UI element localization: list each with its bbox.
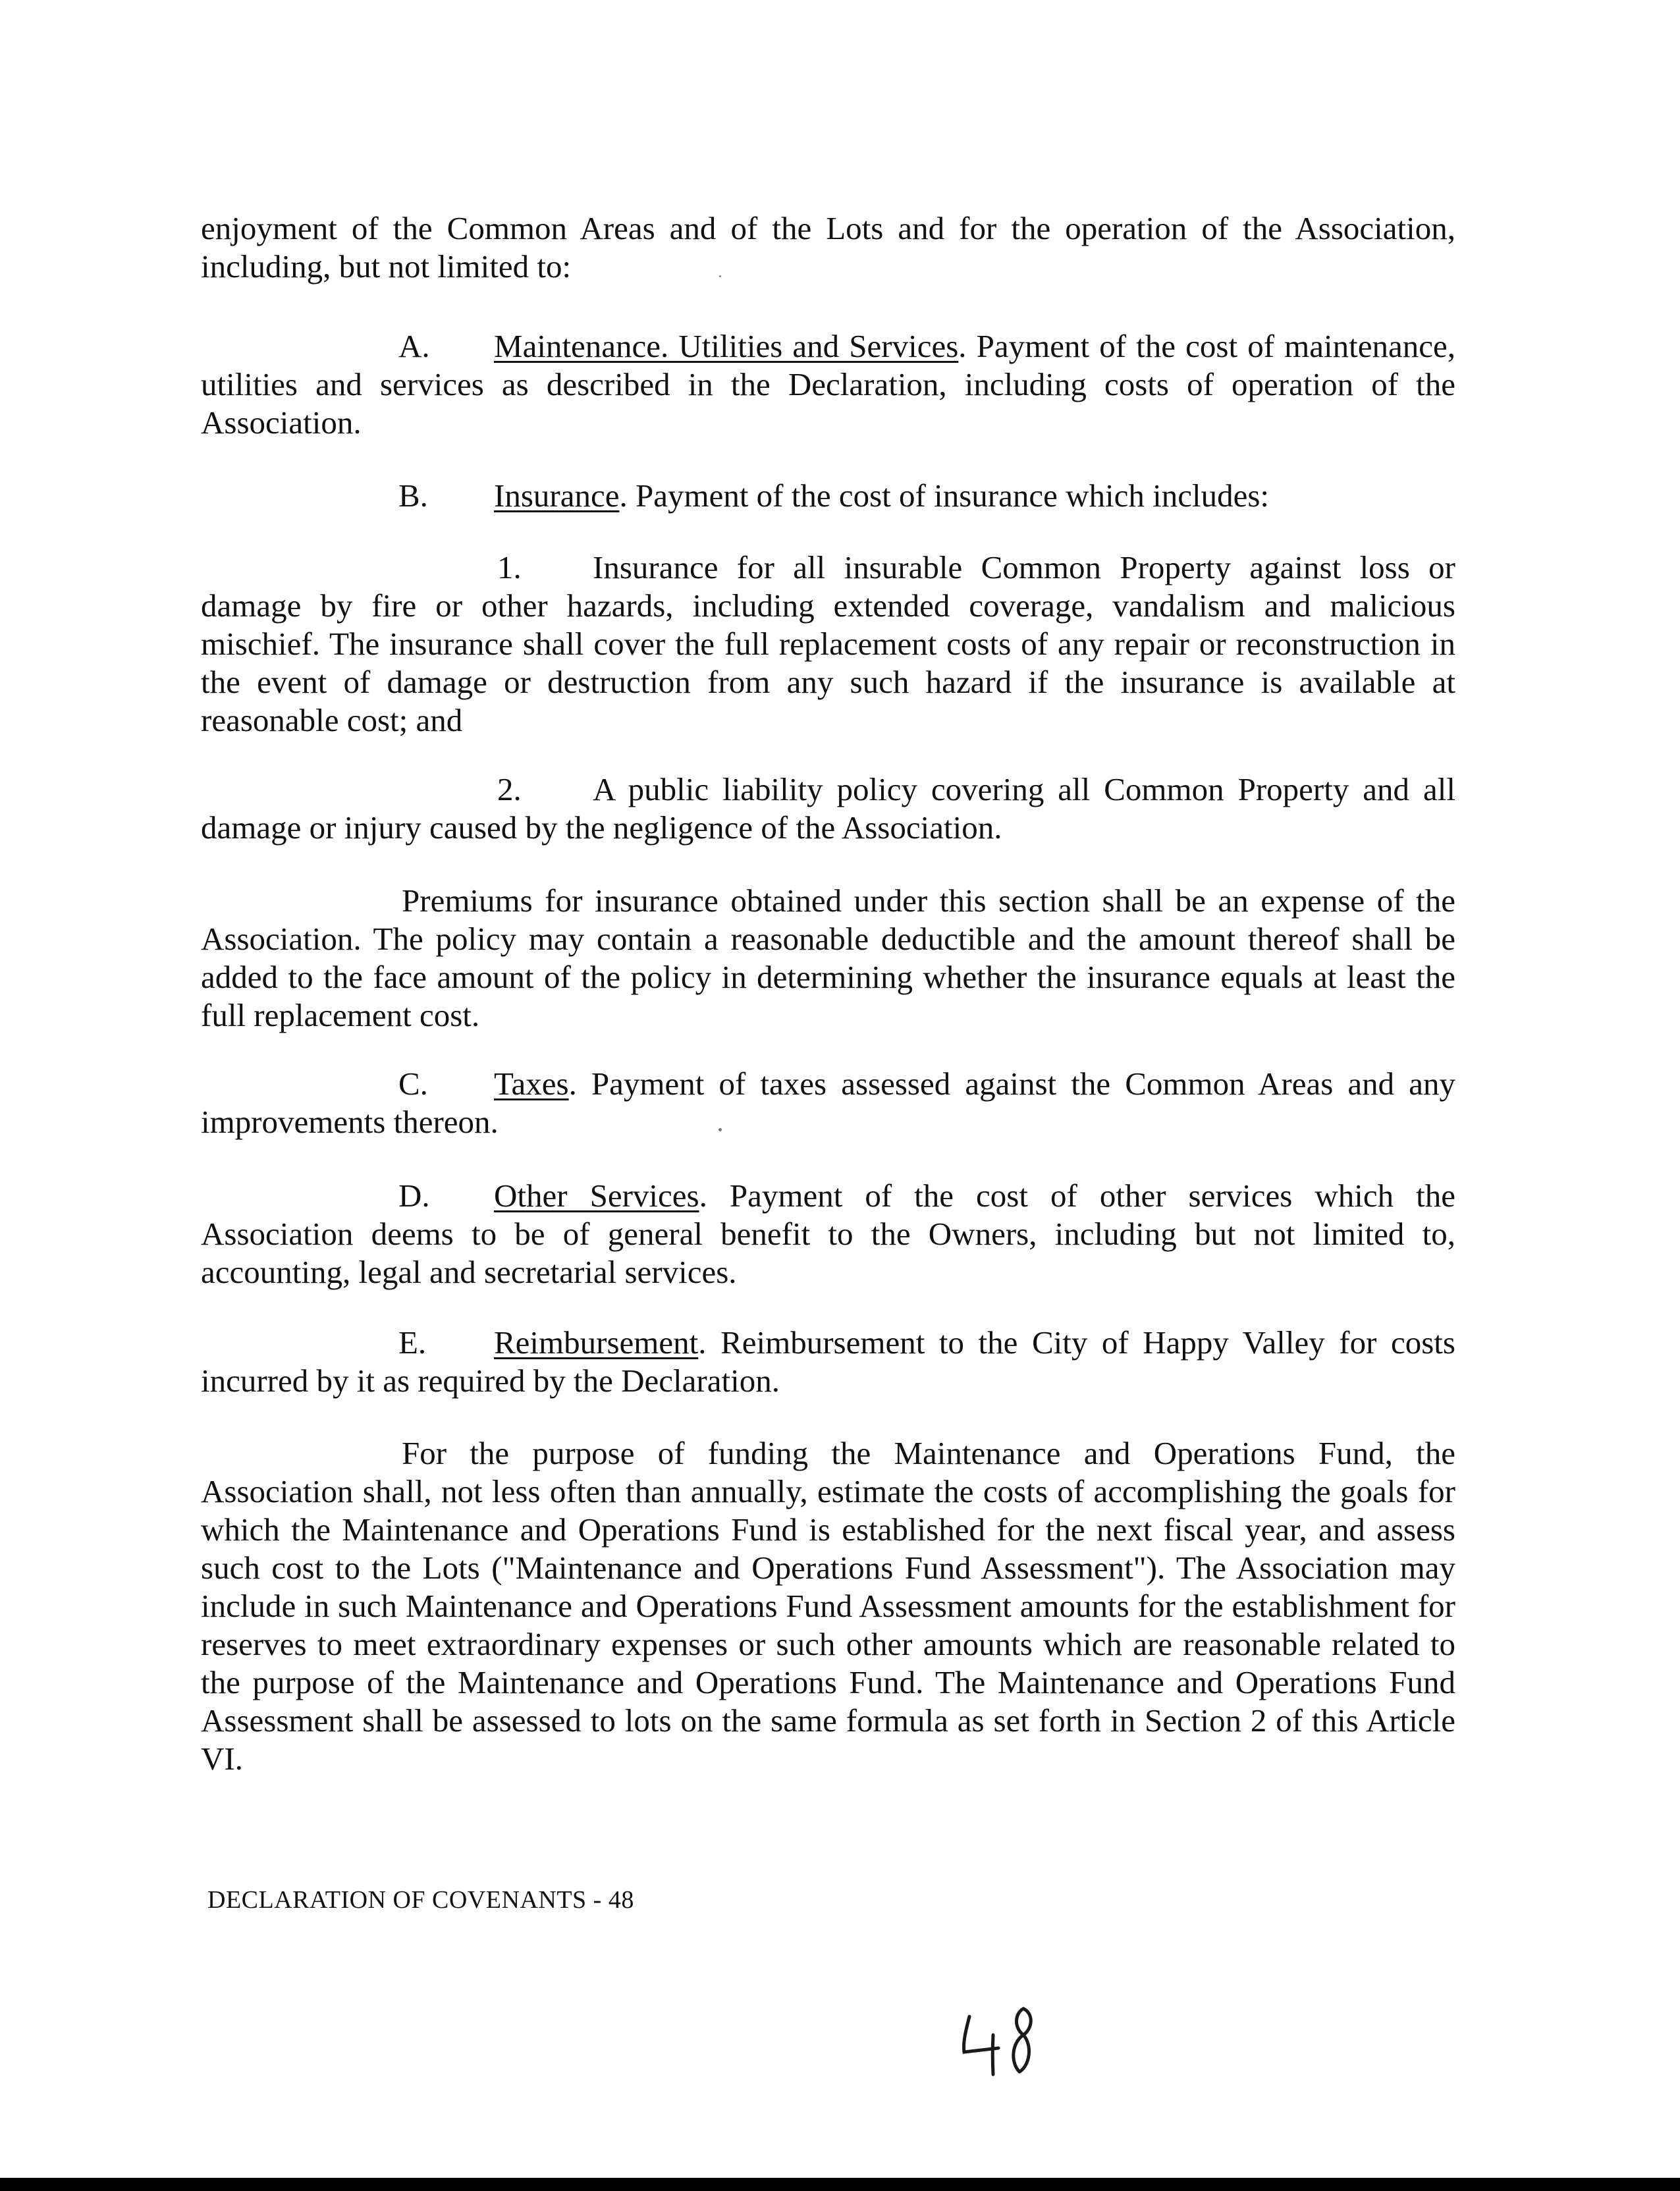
funding-paragraph [201, 1434, 1455, 1778]
section-a-heading: Maintenance. Utilities and Services [494, 328, 959, 364]
section-e-heading: Reimbursement [494, 1324, 699, 1361]
section-b-item-2-paragraph [201, 771, 1455, 847]
section-b-marker: B. [398, 477, 428, 514]
section-a-body: . Payment of the cost of maintenance, utilities and services as described in the Declaration, including costs of operation of the Association. [201, 328, 1455, 441]
section-d-heading: Other Services [494, 1177, 699, 1214]
section-d-marker: D. [398, 1177, 430, 1214]
section-b-item-1-marker: 1. [497, 549, 522, 585]
section-b-item-2-body: A public liability policy covering all Common Property and all damage or injury caused by the negligence of the Association. [201, 771, 1455, 846]
section-c-paragraph [201, 1065, 1455, 1141]
section-d-paragraph [201, 1177, 1455, 1291]
scan-speck [719, 275, 721, 277]
scan-speck [718, 1128, 722, 1131]
premiums-paragraph [201, 882, 1455, 1035]
section-c-heading: Taxes [494, 1066, 569, 1102]
section-b-item-1-body: Insurance for all insurable Common Property against loss or damage by fire or other hazards, including extended coverage, vandalism and malicious mischief. The insurance shall cover the full replacement costs of any repair or reconstruction in the event of damage or destruction from any such hazard if the insurance is available at reasonable cost; and [201, 549, 1455, 738]
section-e-paragraph [201, 1324, 1455, 1400]
section-b-paragraph [201, 477, 1455, 515]
section-e-body: . Reimbursement to the City of Happy Valley for costs incurred by it as required by the Declaration. [201, 1324, 1455, 1399]
intro-paragraph [201, 209, 1455, 286]
section-b-item-1-paragraph [201, 549, 1455, 740]
section-b-heading: Insurance [494, 477, 620, 514]
scan-bottom-border [0, 2178, 1680, 2191]
section-c-body: . Payment of taxes assessed against the Common Areas and any improvements thereon. [201, 1066, 1455, 1140]
page-footer: DECLARATION OF COVENANTS - 48 [207, 1886, 634, 1914]
section-a-paragraph [201, 327, 1455, 442]
section-c-marker: C. [398, 1066, 428, 1102]
section-b-item-2-marker: 2. [497, 771, 522, 807]
section-e-marker: E. [398, 1324, 427, 1361]
section-a-marker: A. [398, 328, 430, 364]
section-d-body: . Payment of the cost of other services which the Association deems to be of general benefit to the Owners, including but not limited to, accounting, legal and secretarial services. [201, 1177, 1455, 1290]
section-b-body: . Payment of the cost of insurance which includes: [619, 477, 1270, 514]
funding-text: For the purpose of funding the Maintenance and Operations Fund, the Association shall, not less often than annually, estimate the costs of accomplishing the goals for which the Maintenance and Operations Fund is established for the next fiscal year, and assess such cost to the Lots ("Maintenance and Operations Fund Assessment"). The Association may include in such Maintenance and Operations Fund Assessment amounts for the establishment for reserves to meet extraordinary expenses or such other amounts which are reasonable related to the purpose of the Maintenance and Operations Fund. The Maintenance and Operations Fund Assessment shall be assessed to lots on the same formula as set forth in Section 2 of this Article VI. [201, 1435, 1455, 1777]
handwritten-page-number-icon [955, 2002, 1054, 2081]
intro-text: enjoyment of the Common Areas and of the Lots and for the operation of the Association, including, but not limited to: [201, 210, 1455, 284]
premiums-text: Premiums for insurance obtained under this section shall be an expense of the Association. The policy may contain a reasonable deductible and the amount thereof shall be added to the face amount of the policy in determining whether the insurance equals at least the full replacement cost. [201, 882, 1455, 1033]
